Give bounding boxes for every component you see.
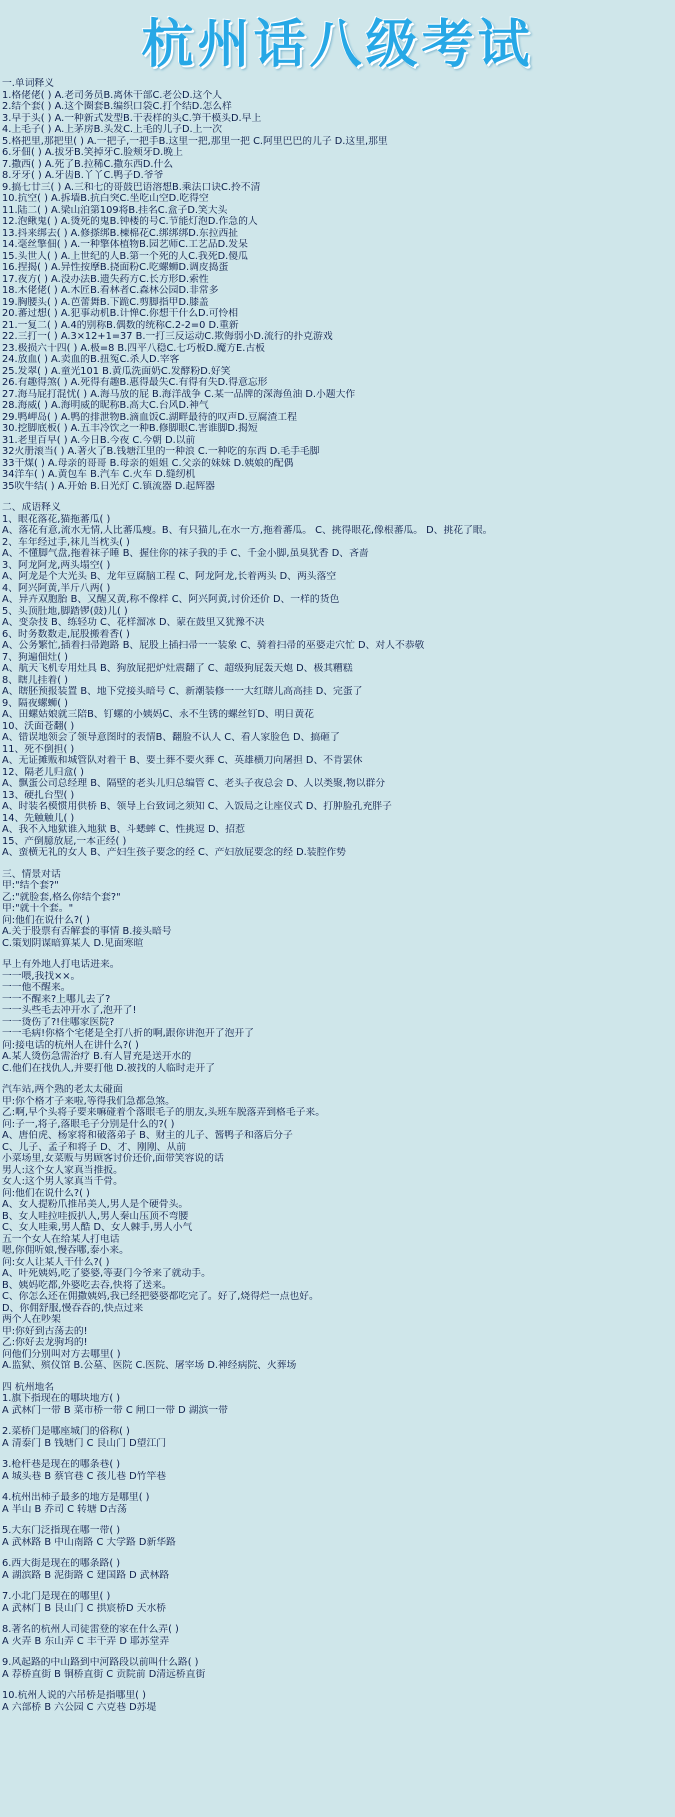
section-heading: 10.杭州人说的六吊桥是指哪里( ) — [2, 1690, 146, 1701]
text-line: 两个人在吵架 — [2, 1314, 61, 1325]
text-line: 10、沃面苍翻( ) — [2, 720, 75, 732]
text-line: 35吹牛结( ) A.开始 B.日光灯 C.镇流器 D.起辉器 — [2, 480, 215, 492]
text-line: C、女人哇乘,男人酷 D、女人棘手,男人小气 — [2, 1222, 193, 1233]
text-line: 问:接电话的杭州人在讲什么?( ) — [2, 1039, 139, 1051]
text-line: 问:他们在说什么?( ) — [2, 1187, 90, 1199]
section-block — [2, 869, 671, 950]
text-line: 嗯,你佣听娘,慢吞哪,泰小来。 — [2, 1245, 129, 1256]
text-line: C、你怎么还在佣撒姨妈,我已经把婆婆都吃完了。好了,烧得烂一点也好。 — [2, 1291, 319, 1302]
text-line: 3.早于头( ) A.一种新式发型B.干表样的头C.笋干模头D.早上 — [2, 112, 262, 124]
text-line: 10.抗空( ) A.拆墙B.抗白突C.坐吃山空D.吃得空 — [2, 193, 209, 204]
section-heading: 早上有外地人打电话进来。 — [2, 959, 120, 970]
text-line: 12.泡鳅鬼( ) A.烫死的鬼B.钟楼的号C.节能灯泡D.作急的人 — [2, 216, 258, 227]
section-block — [2, 1558, 671, 1581]
text-line: 问:女人让某人干什么?( ) — [2, 1256, 110, 1268]
text-line: 一一不醒来?上哪儿去了? — [2, 993, 111, 1005]
text-line: 甲:"就十个套。" — [2, 903, 74, 914]
section-heading: 二、成语释义 — [2, 502, 61, 513]
text-line: A、女人提粉爪推吊美人,男人是个硬骨头。 — [2, 1199, 189, 1210]
text-line: A、我不入地狱谁入地狱 B、斗蟋蟀 C、性挑逗 D、招惹 — [2, 824, 245, 835]
section-block — [2, 502, 671, 859]
text-line: 26.有趣得煞( ) A.死得有趣B.惠得最失C.有得有失D.得意忘形 — [2, 377, 268, 388]
text-line: 一一毛病!你格个宅佬是全打八折的啊,跟你讲泡开了泡开了 — [2, 1028, 254, 1039]
text-line: A、瞎胚预报装置 B、地下党接头暗号 C、新潮装修一一大红瞎儿高高挂 D、完蛋了 — [2, 686, 363, 697]
text-line: C、儿子、孟子和将子 D、才、刚刚、从前 — [2, 1141, 187, 1153]
text-line: 31.老里百早( ) A.今日B.今夜 C.今朝 D.以前 — [2, 434, 196, 446]
text-line: 34洋车( ) A.黄包车 B.汽车 C.火车 D.缝纫机 — [2, 469, 196, 480]
text-line: 5.格把里,那把里( ) A.一把子,一把手B.这里一把,那里一把 C.阿里巴巴的儿子 D.这里,那里 — [2, 135, 388, 147]
text-line: A、蛮横无礼的女人 B、产妇生孩子要念的经 C、产妇放屁要念的经 D.装腔作势 — [2, 847, 346, 858]
text-line: A、错误地领会了领导意图时的表情B、翻脸不认人 C、看人家脸色 D、搞砸了 — [2, 732, 340, 743]
section-block — [2, 959, 671, 1074]
spacer — [2, 1647, 671, 1657]
section-heading: 三、情景对话 — [2, 868, 61, 880]
section-heading: 2.菜桥门是哪座城门的俗称( ) — [2, 1426, 130, 1437]
text-line: A、异卉双胞胎 B、又醒又黄,称不像样 C、阿兴阿黄,讨价还价 D、一样的货色 — [2, 594, 340, 605]
section-block — [2, 1459, 671, 1482]
section-block — [2, 1426, 671, 1449]
text-line: 1.旗下指现在的哪块地方( ) — [2, 1393, 121, 1404]
text-line: A、变杂技 B、练轻功 C、花样溜冰 D、蒙在鼓里又犹豫不决 — [2, 617, 265, 628]
text-line: 32火册滚当( ) A.著火了B.钱塘江里的一种浪 C.一种吃的东西 D.毛手毛脚 — [2, 446, 320, 457]
spacer — [2, 1074, 671, 1084]
section-heading: 一.单词释义 — [2, 78, 55, 89]
text-line: B、姨妈吃都,外婆吃去吞,快将了送来。 — [2, 1279, 172, 1291]
text-line: D、你佣舒服,慢吞吞的,快点过来 — [2, 1302, 144, 1314]
section-heading: 四 杭州地名 — [2, 1381, 55, 1393]
text-line: A 湖滨路 B 泥街路 C 建国路 D 武林路 — [2, 1569, 170, 1581]
text-line: 13、硬扎台型( ) — [2, 789, 75, 801]
text-line: 15.头世人( ) A.上世纪的人B.第一个死的人C.我死D.傻瓜 — [2, 250, 248, 262]
text-line: A.监狱、殡仪馆 B.公墓、医院 C.医院、屠宰场 D.神经病院、火葬场 — [2, 1360, 297, 1371]
spacer — [2, 1614, 671, 1624]
text-line: A、飘蛋公司总经理 B、隔壁的老头儿归总编管 C、老头子夜总会 D、人以类聚,物以群分 — [2, 778, 386, 789]
section-heading: 3.枪杆巷是现在的哪条巷( ) — [2, 1459, 121, 1470]
text-line: 2.结个套( ) A.这个圈套B.编织口袋C.打个结D.怎么样 — [2, 101, 232, 112]
text-line: 8.牙牙( ) A.牙齿B.丫丫C.鸭子D.爷爷 — [2, 170, 164, 181]
text-line: 28.海威( ) A.海明威的昵称B.高大C.台风D.神气 — [2, 400, 209, 411]
text-line: 24.放血( ) A.卖血的B.扭冤C.杀人D.宰客 — [2, 354, 180, 365]
text-line: 16.捏揭( ) A.异性按摩B.挠面粉C.吃螺蛳D.调皮捣蛋 — [2, 262, 229, 273]
text-line: C.他们在找仇人,并要打他 D.被找的人临时走开了 — [2, 1062, 215, 1074]
text-line: A 城头巷 B 蔡官巷 C 孩儿巷 D竹竿巷 — [2, 1470, 167, 1482]
text-line: A 武林门一带 B 菜市桥一带 C 闸口一带 D 湖滨一带 — [2, 1404, 228, 1416]
text-line: 5、头顶肚地,脚踏锣(鼓)儿( ) — [2, 605, 128, 617]
text-line: A 火弄 B 东山弄 C 丰干弄 D 耶苏堂弄 — [2, 1635, 170, 1647]
text-line: 7.撒西( ) A.死了B.拉稀C.撒东西D.什么 — [2, 158, 174, 170]
text-line: 2、车年经过手,袜儿当枕头( ) — [2, 536, 130, 548]
text-line: 11、死不倒担( ) — [2, 743, 75, 755]
text-line: A、阿龙是个大光头 B、龙年豆腐脑工程 C、阿龙阿龙,长着两头 D、两头落空 — [2, 571, 337, 582]
spacer — [2, 949, 671, 959]
text-line: 22.三打一( ) A.3×12+1=37 B.一打三反运动C.欺侮弱小D.流行的扑克游戏 — [2, 331, 333, 342]
text-line: 13.抖来绑去( ) A.修搽绑B.棟棉花C.绑绑绑D.东拉西扯 — [2, 227, 239, 239]
text-line: 1、眼花落花,猫拖蕃瓜( ) — [2, 513, 111, 525]
section-block — [2, 1492, 671, 1515]
text-line: 29.鸭岬岛( ) A.鸭的排泄物B.滴血饭C.湖畔最待的叹声D.豆腐渣工程 — [2, 411, 297, 423]
text-line: A 荐桥直街 B 铜桥直街 C 贡院前 D清远桥直街 — [2, 1668, 206, 1680]
text-line: 4.上毛子( ) A.上茅房B.头发C.上毛的儿子D.上一次 — [2, 124, 223, 135]
text-line: 33干煤( ) A.母亲的哥哥 B.母亲的姐姐 C.父亲的妹妹 D.姨娘的配偶 — [2, 457, 294, 469]
text-line: 一一他不醒来。 — [2, 982, 71, 993]
exam-content — [0, 78, 675, 1713]
text-line: 12、隔老儿归盒( ) — [2, 766, 85, 778]
text-line: 15、产倒臆放屁,一本正经( ) — [2, 835, 127, 847]
text-line: A、叶死姨妈,吃了婆婆,等妻门今爷来了就动手。 — [2, 1268, 211, 1279]
text-line: A.关于股票有否解套的事情 B.接头暗号 — [2, 926, 172, 937]
text-line: A、航天飞机专用灶具 B、狗放屁把炉灶震翻了 C、超级狗屁轰天炮 D、极其糟糕 — [2, 663, 353, 674]
section-block — [2, 78, 671, 492]
text-line: A、唐伯虎、杨家将和破落弟子 B、财主的儿子、酱鸭子和落后分子 — [2, 1130, 293, 1141]
text-line: 3、阿龙阿龙,两头塌空( ) — [2, 559, 111, 571]
text-line: 问:他们在说什么?( ) — [2, 914, 90, 926]
spacer — [2, 859, 671, 869]
section-heading: 6.西大街是现在的哪条路( ) — [2, 1558, 121, 1569]
section-block — [2, 1591, 671, 1614]
spacer — [2, 1449, 671, 1459]
section-block — [2, 1690, 671, 1713]
text-line: 30.挖脚底板( ) A.五丰冷饮之一种B.修脚眼C.害谁脚D.揭短 — [2, 423, 258, 434]
section-heading: 5.大东门泛指现在哪一带( ) — [2, 1525, 121, 1536]
text-line: A、无证摊贩和城管队对着干 B、要土葬不要火葬 C、英雄横刀向屠担 D、不肯罢休 — [2, 755, 363, 766]
text-line: 问他们分别叫对方去哪里( ) — [2, 1348, 121, 1360]
text-line: A、时装名模惯用供桥 B、领导上台致词之须知 C、入饭局之让座仪式 D、打肿脸孔充胖子 — [2, 801, 392, 812]
spacer — [2, 1372, 671, 1382]
text-line: 20.蕃过想( ) A.犯事动机B.计惮C.你想干什么D.可怜相 — [2, 308, 239, 319]
text-line: 8、瞎儿挂着( ) — [2, 674, 68, 686]
text-line: 乙:啊,早个头将子要来嘛碰着个落眼毛子的朋友,头班车脱落弄到格毛子来。 — [2, 1107, 326, 1118]
text-line: 小菜场里,女菜贩与男顾客讨价还价,面带笑容说的话 — [2, 1153, 224, 1164]
page-title: 杭州话八级考试 — [141, 14, 534, 75]
spacer — [2, 1482, 671, 1492]
text-line: 11.陆二( ) A.梁山泊第109将B.挂名C.盒子D.笑大头 — [2, 204, 228, 216]
section-block — [2, 1624, 671, 1647]
text-line: 21.一复二( ) A.4的别称B.偶数的统称C.2-2=0 D.重新 — [2, 319, 239, 331]
section-heading: 7.小北门是现在的哪里( ) — [2, 1591, 111, 1602]
spacer — [2, 1515, 671, 1525]
text-line: 23.极损六十四( ) A.极=8 B.四平八稳C.七巧板D.魔方E.古板 — [2, 342, 265, 354]
text-line: 14、先触触儿( ) — [2, 812, 75, 824]
text-line: 1.格佬佬( ) A.老司务员B.离休干部C.老公D.这个人 — [2, 89, 223, 101]
text-line: A、公务繁忙,插着扫帚跑路 B、屁股上插扫帚一一装象 C、骑着扫帚的巫婆走穴忙 D、对人不恭敬 — [2, 640, 425, 651]
text-line: A 武林路 B 中山南路 C 大学路 D新华路 — [2, 1536, 176, 1548]
text-line: A、不懂脚气盘,拖着袜子睡 B、握住你的袜子我的手 C、千金小脚,虽臭犹香 D、吝啬 — [2, 548, 369, 559]
section-heading: 4.杭州出柿子最多的地方是哪里( ) — [2, 1492, 150, 1503]
text-line: 女人:这个男人家真当千骨。 — [2, 1176, 123, 1187]
section-block — [2, 1657, 671, 1680]
text-line: 19.胸腰头( ) A.芭蕾舞B.下跪C.剪脚指甲D.膝盖 — [2, 296, 209, 308]
text-line: 7、狗遍佃灶( ) — [2, 651, 68, 663]
text-line: 甲:你好到古荡去的! — [2, 1325, 88, 1337]
text-line: 6、时务数数走,屁股搬着香( ) — [2, 628, 130, 640]
text-line: A 半山 B 乔司 C 转塘 D古荡 — [2, 1503, 127, 1515]
spacer — [2, 1548, 671, 1558]
section-block — [2, 1084, 671, 1372]
text-line: 甲:"结个套?" — [2, 880, 59, 891]
text-line: 6.牙佃( ) A.拔牙B.笑掉牙C.脸颊牙D.晚上 — [2, 147, 183, 158]
section-heading: 汽车站,两个熟的老太太碰面 — [2, 1084, 123, 1095]
text-line: 乙:"就脸套,格么你结个套?" — [2, 891, 121, 903]
text-line: 4、阿兴阿黄,半斤八两( ) — [2, 582, 111, 594]
text-line: 18.木佬佬( ) A.木匠B.看林者C.森林公园D.非常多 — [2, 285, 219, 296]
text-line: C.策划阴谋暗算某人 D.见面寒暄 — [2, 937, 144, 949]
section-block — [2, 1382, 671, 1417]
text-line: B、女人哇拉哇扳扒人,男人秦山压顶不弯腰 — [2, 1210, 189, 1222]
text-line: A 六部桥 B 六公园 C 六克巷 D苏堤 — [2, 1701, 157, 1713]
text-line: A 武林门 B 艮山门 C 拱宸桥D 天水桥 — [2, 1602, 167, 1614]
text-line: 9、隔夜螺蛳( ) — [2, 697, 68, 709]
text-line: 一一喂,我找××。 — [2, 970, 81, 982]
text-line: 男人:这个女人家真当推扳。 — [2, 1164, 123, 1176]
text-line: 一一头些毛去冲开水了,泡开了! — [2, 1005, 137, 1016]
spacer — [2, 1581, 671, 1591]
text-line: 甲:你个格才子来啦,等得我们急都急煞。 — [2, 1095, 175, 1107]
text-line: 25.发翠( ) A.童光101 B.黄瓜洗面奶C.发酵粉D.好笑 — [2, 365, 231, 377]
spacer — [2, 492, 671, 502]
spacer — [2, 1680, 671, 1690]
text-line: A、落花有意,流水无情,人比蕃瓜瘦。B、有只猫儿,在水一方,拖着蕃瓜。 C、挑得眼花,像根蕃瓜。 D、挑花了眼。 — [2, 525, 493, 536]
text-line: 27.海马屁打混忧( ) A.海马放的屁 B.海洋战争 C.某一品牌的深海鱼油 D.小题大作 — [2, 388, 356, 400]
section-heading: 9.风起路的中山路到中河路段以前叫什么路( ) — [2, 1657, 199, 1668]
text-line: 问:子一,将子,落眼毛子分别是什么的?( ) — [2, 1118, 175, 1130]
section-block — [2, 1525, 671, 1548]
title-banner — [0, 0, 675, 78]
text-line: A、田螺姑娘就三陪B、钉螺的小姨妈C、永不生锈的螺丝钉D、明日黄花 — [2, 709, 314, 720]
text-line: A.某人烫伤急需治疗 B.有人冒充是送开水的 — [2, 1051, 192, 1062]
spacer — [2, 1416, 671, 1426]
text-line: 17.夜方( ) A.没办法B.遗失药方C.长方形D.索性 — [2, 273, 209, 285]
text-line: 一一烫伤了?!住哪家医院? — [2, 1016, 115, 1028]
text-line: 14.毫丝擎佃( ) A.一种擎体植物B.园艺师C.工艺品D.发呆 — [2, 239, 248, 250]
text-line: 9.搞七廿三( ) A.三和七的哥鼓巴语溶想B.乘法口诀C.拎不清 — [2, 181, 261, 193]
section-heading: 8.著名的杭州人司徒雷登的家在什么弄( ) — [2, 1624, 179, 1635]
text-line: A 清泰门 B 钱塘门 C 艮山门 D望江门 — [2, 1437, 167, 1449]
text-line: 乙:你好去龙驹坞的! — [2, 1337, 88, 1348]
text-line: 五一个女人在给某人打电话 — [2, 1233, 120, 1245]
